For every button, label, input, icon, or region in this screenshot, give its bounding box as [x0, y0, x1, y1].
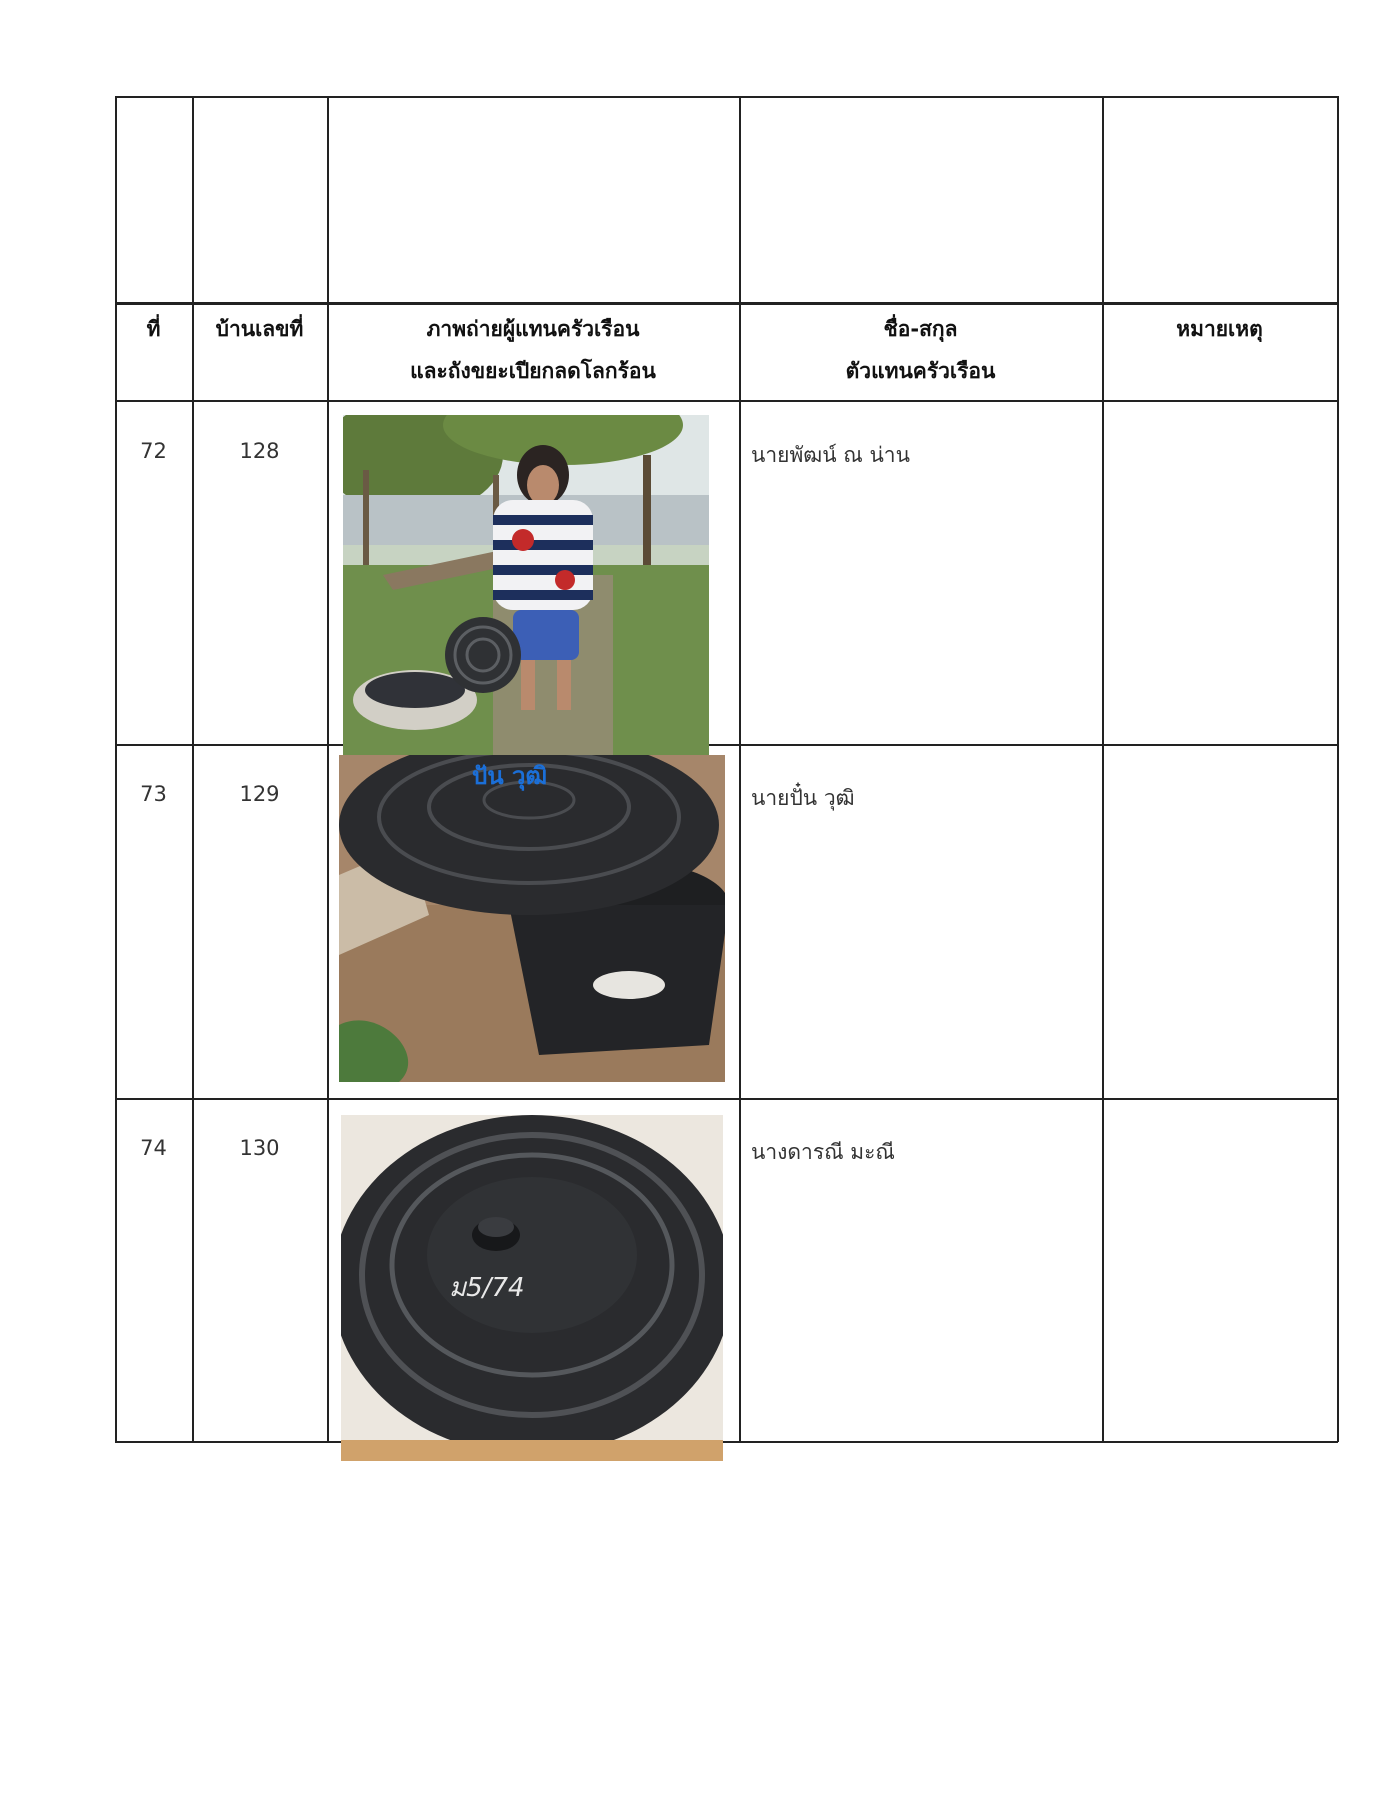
header-top-rule [115, 302, 1338, 305]
row-divider [115, 744, 1338, 746]
header-house-no: บ้านเลขที่ [215, 317, 304, 341]
household-photo-black-bin [339, 755, 725, 1082]
row-name: นายปั๋น วุฒิ [751, 786, 855, 810]
row-house-no: 130 [239, 1136, 280, 1160]
header-name [739, 308, 1102, 392]
row-divider [115, 1098, 1338, 1100]
row-no: 74 [140, 1136, 167, 1160]
column-divider [327, 96, 329, 1442]
household-table [115, 96, 1338, 1442]
header-name-line2: ตัวแทนครัวเรือน [845, 359, 996, 383]
row-house-no: 128 [239, 439, 280, 463]
photo-caption: ปัน วุฒิ [472, 762, 548, 790]
header-name-line1: ชื่อ-สกุล [883, 317, 958, 341]
table-border-left [115, 96, 117, 1442]
column-divider [192, 96, 194, 1442]
row-house-no: 129 [239, 782, 280, 806]
column-divider [739, 96, 741, 1442]
header-photo-line1: ภาพถ่ายผู้แทนครัวเรือน [426, 317, 640, 341]
header-photo-line2: และถังขยะเปียกลดโลกร้อน [410, 359, 656, 383]
household-photo-bin-lid [341, 1115, 723, 1461]
household-photo-woman-with-bin [343, 415, 709, 765]
header-photo [327, 308, 739, 392]
row-no: 72 [140, 439, 167, 463]
table-border-top [115, 96, 1338, 98]
header-remark: หมายเหตุ [1176, 317, 1263, 341]
row-name: นายพัฒน์ ณ น่าน [751, 443, 910, 467]
header-no: ที่ [146, 317, 161, 341]
column-divider [1102, 96, 1104, 1442]
row-no: 73 [140, 782, 167, 806]
table-border-bottom [115, 1441, 1338, 1443]
header-bottom-rule [115, 400, 1338, 402]
row-name: นางดารณี มะณี [751, 1140, 895, 1164]
lid-handwritten-text: ม5/74 [449, 1273, 525, 1303]
table-border-right [1337, 96, 1339, 1442]
